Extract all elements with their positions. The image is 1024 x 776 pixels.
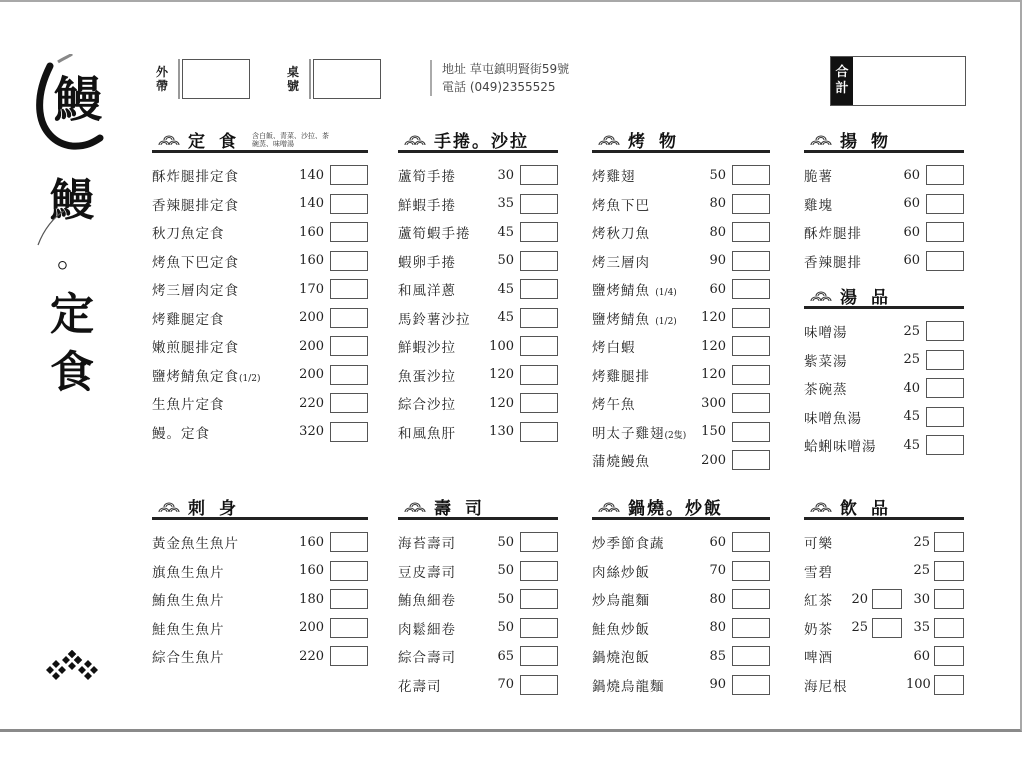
- menu-item: 鮮蝦手捲 35: [398, 190, 558, 219]
- total-field: [830, 56, 966, 106]
- menu-item: 海尼根 100: [804, 671, 964, 700]
- section-handrolls-salad: [398, 129, 558, 446]
- brand-title-dot: 。: [57, 240, 87, 275]
- quantity-input[interactable]: [732, 393, 770, 413]
- menu-item: 鹽烤鯖魚 (1/2) 120: [592, 304, 770, 333]
- menu-item: 烤白蝦 120: [592, 332, 770, 361]
- wave-icon: [402, 500, 428, 514]
- contact-info: [430, 60, 569, 96]
- wave-icon: [156, 500, 182, 514]
- menu-item: 蒲燒鰻魚 200: [592, 446, 770, 475]
- menu-item: 蘆筍蝦手捲 45: [398, 218, 558, 247]
- menu-item: 可樂 25: [804, 528, 964, 557]
- menu-item: 馬鈴薯沙拉 45: [398, 304, 558, 333]
- quantity-input[interactable]: [732, 618, 770, 638]
- menu-item: 鮭魚生魚片 200: [152, 614, 368, 643]
- table-number-field: [287, 59, 381, 99]
- takeout-input[interactable]: [182, 59, 250, 99]
- quantity-input[interactable]: [330, 336, 368, 356]
- quantity-input[interactable]: [732, 675, 770, 695]
- menu-item: 綜合沙拉 120: [398, 389, 558, 418]
- quantity-input[interactable]: [934, 646, 964, 666]
- menu-item: 烤魚下巴定食 160: [152, 247, 368, 276]
- menu-item: 烤雞腿定食 200: [152, 304, 368, 333]
- menu-item: 肉絲炒飯 70: [592, 557, 770, 586]
- menu-item: 酥炸腿排定食 140: [152, 161, 368, 190]
- quantity-input[interactable]: [330, 365, 368, 385]
- menu-item: 秋刀魚定食 160: [152, 218, 368, 247]
- quantity-input[interactable]: [520, 194, 558, 214]
- quantity-input[interactable]: [926, 251, 964, 271]
- quantity-input[interactable]: [520, 393, 558, 413]
- menu-item: 蛤蜊味噌湯 45: [804, 431, 964, 460]
- menu-item: 鮮蝦沙拉 100: [398, 332, 558, 361]
- diamond-crest-icon: [44, 650, 100, 680]
- section-title: 定食: [188, 132, 250, 152]
- menu-item: 茶碗蒸 40: [804, 374, 964, 403]
- quantity-input[interactable]: [732, 336, 770, 356]
- quantity-input[interactable]: [926, 407, 964, 427]
- quantity-input[interactable]: [934, 561, 964, 581]
- menu-item: 雪碧 25: [804, 557, 964, 586]
- quantity-input[interactable]: [520, 165, 558, 185]
- section-hotpot-rice: [592, 496, 770, 699]
- menu-item: 烤雞翅 50: [592, 161, 770, 190]
- quantity-input[interactable]: [330, 194, 368, 214]
- section-set-meals: [152, 129, 368, 446]
- menu-item: 雞塊 60: [804, 190, 964, 219]
- table-number-input[interactable]: [313, 59, 381, 99]
- brush-stroke-icon: [36, 207, 66, 247]
- quantity-input[interactable]: [520, 618, 558, 638]
- quantity-input[interactable]: [330, 251, 368, 271]
- section-note: 含白飯、青菜、沙拉、茶碗蒸、味噌湯: [252, 131, 329, 148]
- menu-item: 嫩煎腿排定食 200: [152, 332, 368, 361]
- quantity-input[interactable]: [926, 350, 964, 370]
- menu-item: 味噌湯 25: [804, 317, 964, 346]
- menu-item: 酥炸腿排 60: [804, 218, 964, 247]
- wave-icon: [596, 500, 622, 514]
- wave-icon: [808, 133, 834, 147]
- quantity-input[interactable]: [732, 251, 770, 271]
- quantity-input[interactable]: [934, 618, 964, 638]
- quantity-input[interactable]: [520, 308, 558, 328]
- quantity-input[interactable]: [926, 378, 964, 398]
- quantity-input[interactable]: [330, 532, 368, 552]
- menu-item: 旗魚生魚片 160: [152, 557, 368, 586]
- quantity-input[interactable]: [732, 422, 770, 442]
- menu-item: 豆皮壽司 50: [398, 557, 558, 586]
- menu-item: 香辣腿排定食 140: [152, 190, 368, 219]
- quantity-input[interactable]: [934, 675, 964, 695]
- section-header: [592, 129, 770, 153]
- quantity-input[interactable]: [520, 561, 558, 581]
- menu-item: 啤酒 60: [804, 642, 964, 671]
- quantity-input[interactable]: [732, 279, 770, 299]
- menu-item: 烤三層肉定食 170: [152, 275, 368, 304]
- quantity-input[interactable]: [732, 165, 770, 185]
- divider: [178, 59, 180, 99]
- brand-title-char: 定: [50, 289, 94, 340]
- wave-icon: [402, 133, 428, 147]
- menu-item: 炒烏龍麵 80: [592, 585, 770, 614]
- section-header: [592, 496, 770, 520]
- quantity-input[interactable]: [732, 589, 770, 609]
- section-title: 烤物: [628, 132, 690, 152]
- menu-item: 鍋燒泡飯 85: [592, 642, 770, 671]
- total-label: 合 計: [831, 57, 853, 105]
- quantity-input[interactable]: [330, 279, 368, 299]
- quantity-input-small[interactable]: [872, 618, 902, 638]
- menu-item: 鹽烤鯖魚定食(1/2) 200: [152, 361, 368, 390]
- menu-item: 烤三層肉 90: [592, 247, 770, 276]
- section-drinks: [804, 496, 964, 699]
- menu-item: 生魚片定食 220: [152, 389, 368, 418]
- menu-item: 綜合生魚片 220: [152, 642, 368, 671]
- wave-icon: [808, 289, 834, 303]
- menu-item: 花壽司 70: [398, 671, 558, 700]
- menu-item: 鮭魚炒飯 80: [592, 614, 770, 643]
- quantity-input[interactable]: [520, 279, 558, 299]
- brand-title-char: 食: [50, 347, 94, 398]
- quantity-input[interactable]: [926, 194, 964, 214]
- section-title: 鍋燒。炒飯: [628, 499, 723, 519]
- menu-item: 紫菜湯 25: [804, 346, 964, 375]
- section-header: [804, 496, 964, 520]
- quantity-input[interactable]: [520, 532, 558, 552]
- total-input[interactable]: [853, 57, 965, 105]
- section-header: [398, 129, 558, 153]
- menu-item: 烤秋刀魚 80: [592, 218, 770, 247]
- section-grilled: [592, 129, 770, 475]
- quantity-input[interactable]: [732, 532, 770, 552]
- menu-item: 鮪魚生魚片 180: [152, 585, 368, 614]
- quantity-input[interactable]: [732, 365, 770, 385]
- menu-item: 明太子雞翅(2隻) 150: [592, 418, 770, 447]
- section-sashimi: [152, 496, 368, 671]
- menu-item: 鰻。定食 320: [152, 418, 368, 447]
- quantity-input[interactable]: [520, 646, 558, 666]
- quantity-input[interactable]: [926, 321, 964, 341]
- menu-item: 味噌魚湯 45: [804, 403, 964, 432]
- takeout-field: [156, 59, 250, 99]
- section-title: 手捲。沙拉: [434, 132, 529, 152]
- wave-icon: [596, 133, 622, 147]
- quantity-input[interactable]: [732, 194, 770, 214]
- quantity-input[interactable]: [330, 561, 368, 581]
- section-header: [398, 496, 558, 520]
- wave-icon: [156, 133, 182, 147]
- menu-item: 烤雞腿排 120: [592, 361, 770, 390]
- quantity-input[interactable]: [330, 393, 368, 413]
- brand-title-char: 鰻: [50, 175, 94, 226]
- quantity-input-small[interactable]: [872, 589, 902, 609]
- quantity-input[interactable]: [330, 308, 368, 328]
- section-fried: [804, 129, 964, 275]
- menu-item: 蝦卵手捲 50: [398, 247, 558, 276]
- section-header: [152, 129, 368, 153]
- section-header: [804, 285, 964, 309]
- quantity-input[interactable]: [926, 435, 964, 455]
- quantity-input[interactable]: [520, 589, 558, 609]
- quantity-input[interactable]: [520, 422, 558, 442]
- section-title: 飲品: [840, 499, 902, 519]
- address-text: 地址 草屯鎮明賢街59號: [442, 62, 570, 76]
- menu-item: 黃金魚生魚片 160: [152, 528, 368, 557]
- menu-item: 鹽烤鯖魚 (1/4) 60: [592, 275, 770, 304]
- quantity-input[interactable]: [926, 165, 964, 185]
- table-number-label: 桌 號: [287, 65, 300, 93]
- menu-item: 綜合壽司 65: [398, 642, 558, 671]
- section-header: [152, 496, 368, 520]
- quantity-input[interactable]: [330, 165, 368, 185]
- svg-text:鰻: 鰻: [54, 72, 103, 128]
- quantity-input[interactable]: [732, 561, 770, 581]
- quantity-input[interactable]: [330, 222, 368, 242]
- quantity-input[interactable]: [520, 365, 558, 385]
- wave-icon: [808, 500, 834, 514]
- menu-item: 和風洋蔥 45: [398, 275, 558, 304]
- menu-item: 蘆筍手捲 30: [398, 161, 558, 190]
- menu-item: 炒季節食蔬 60: [592, 528, 770, 557]
- section-title: 湯品: [840, 288, 902, 308]
- quantity-input[interactable]: [330, 646, 368, 666]
- quantity-input[interactable]: [732, 450, 770, 470]
- quantity-input[interactable]: [934, 532, 964, 552]
- quantity-input[interactable]: [732, 308, 770, 328]
- menu-item: 魚蛋沙拉 120: [398, 361, 558, 390]
- menu-item: 肉鬆細卷 50: [398, 614, 558, 643]
- menu-item: 和風魚肝 130: [398, 418, 558, 447]
- quantity-input[interactable]: [520, 251, 558, 271]
- section-sushi: [398, 496, 558, 699]
- menu-item: 奶茶 25 35: [804, 614, 964, 643]
- section-title: 刺身: [188, 499, 250, 519]
- quantity-input[interactable]: [330, 422, 368, 442]
- quantity-input[interactable]: [934, 589, 964, 609]
- quantity-input[interactable]: [732, 222, 770, 242]
- quantity-input[interactable]: [732, 646, 770, 666]
- menu-item: 脆薯 60: [804, 161, 964, 190]
- section-soup: [804, 285, 964, 460]
- menu-item: 烤魚下巴 80: [592, 190, 770, 219]
- section-title: 壽司: [434, 499, 496, 519]
- menu-item: 鮪魚細卷 50: [398, 585, 558, 614]
- phone-text: 電話 (049)2355525: [442, 80, 556, 94]
- menu-item: 鍋燒烏龍麵 90: [592, 671, 770, 700]
- menu-item: 海苔壽司 50: [398, 528, 558, 557]
- takeout-label: 外 帶: [156, 65, 169, 93]
- quantity-input[interactable]: [520, 222, 558, 242]
- section-title: 揚物: [840, 132, 902, 152]
- divider: [309, 59, 311, 99]
- quantity-input[interactable]: [520, 675, 558, 695]
- section-header: [804, 129, 964, 153]
- eel-brush-logo: [28, 54, 118, 154]
- quantity-input[interactable]: [330, 589, 368, 609]
- quantity-input[interactable]: [330, 618, 368, 638]
- menu-item: 紅茶 20 30: [804, 585, 964, 614]
- quantity-input[interactable]: [926, 222, 964, 242]
- quantity-input[interactable]: [520, 336, 558, 356]
- menu-item: 香辣腿排 60: [804, 247, 964, 276]
- menu-item: 烤午魚 300: [592, 389, 770, 418]
